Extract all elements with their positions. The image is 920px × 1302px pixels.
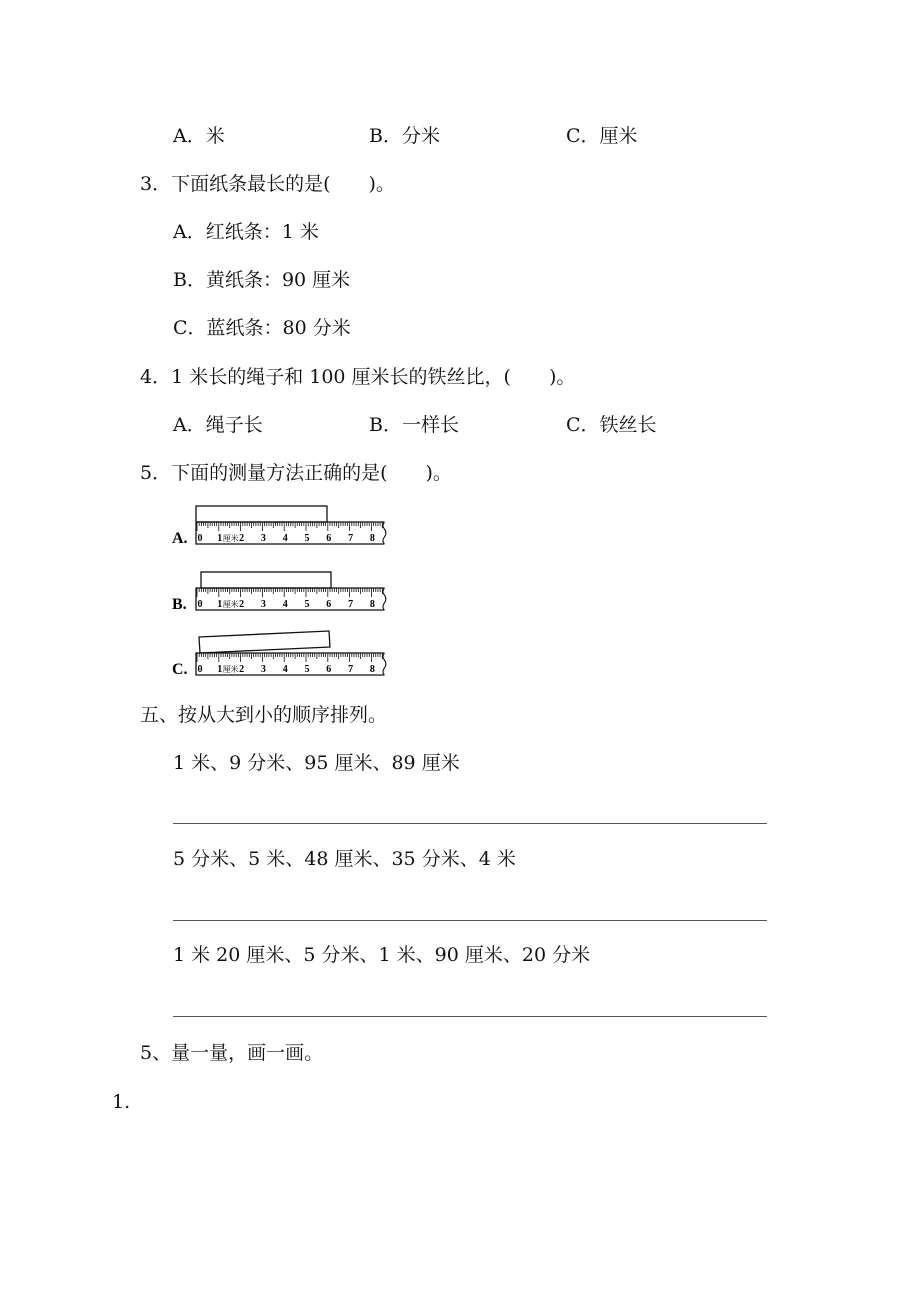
ruler-number: 2 <box>239 599 245 610</box>
ruler-number: 8 <box>369 664 375 675</box>
q4-option-c: C．铁丝长 <box>566 414 657 436</box>
ruler-number: 6 <box>326 533 332 544</box>
ruler-number: 7 <box>348 664 354 675</box>
q3-option-b: B．黄纸条：90 厘米 <box>173 269 351 291</box>
answer-line-3[interactable] <box>173 1016 767 1017</box>
ruler-number: 1 <box>217 599 223 610</box>
ruler-figure-c <box>170 629 402 679</box>
ruler-number: 5 <box>304 664 310 675</box>
ruler-figure-b <box>170 569 402 615</box>
q4-option-b: B．一样长 <box>369 414 459 436</box>
order-item-3: 1 米 20 厘米、5 分米、1 米、90 厘米、20 分米 <box>173 944 591 966</box>
q4-option-a: A．绳子长 <box>173 414 263 436</box>
ruler-number: 3 <box>260 664 266 675</box>
ruler-number: 0 <box>197 664 203 675</box>
ruler-unit: 厘米 <box>222 665 239 674</box>
ruler-number: 7 <box>348 599 354 610</box>
ruler-number: 8 <box>369 533 375 544</box>
ruler-number: 0 <box>197 599 203 610</box>
ruler-broken-end <box>383 653 386 675</box>
q2-option-b: B．分米 <box>369 125 440 147</box>
q3-option-a: A．红纸条：1 米 <box>173 221 319 243</box>
answer-line-2[interactable] <box>173 920 767 921</box>
ruler-broken-end <box>383 522 386 544</box>
ruler-number: 6 <box>326 664 332 675</box>
ruler-number: 6 <box>326 599 332 610</box>
paper-strip <box>196 506 327 522</box>
q5-stem: 5．下面的测量方法正确的是( )。 <box>140 462 452 484</box>
ruler-number: 3 <box>260 533 266 544</box>
q2-option-c: C．厘米 <box>566 125 638 147</box>
ruler-number: 8 <box>369 599 375 610</box>
section-5-title: 五、按从大到小的顺序排列。 <box>140 704 388 726</box>
ruler-number: 2 <box>239 533 245 544</box>
q3-option-c: C．蓝纸条：80 分米 <box>173 317 351 339</box>
ruler-number: 1 <box>217 533 223 544</box>
ruler-number: 7 <box>348 533 354 544</box>
answer-line-1[interactable] <box>173 823 767 824</box>
ruler-number: 4 <box>282 533 288 544</box>
order-item-1: 1 米、9 分米、95 厘米、89 厘米 <box>173 752 460 774</box>
figure-label-c: C. <box>172 661 188 678</box>
q2-option-a: A．米 <box>173 125 225 147</box>
ruler-number: 0 <box>197 533 203 544</box>
ruler <box>196 522 386 544</box>
q3-stem: 3．下面纸条最长的是( )。 <box>140 173 395 195</box>
ruler-unit: 厘米 <box>222 534 239 543</box>
ruler-number: 4 <box>282 599 288 610</box>
ruler <box>196 653 386 675</box>
ruler <box>196 588 386 610</box>
figure-label-b: B. <box>172 596 187 613</box>
section-6-title: 5、量一量，画一画。 <box>140 1042 324 1064</box>
order-item-2: 5 分米、5 米、48 厘米、35 分米、4 米 <box>173 848 516 870</box>
ruler-number: 5 <box>304 599 310 610</box>
paper-strip-tilted <box>199 631 330 653</box>
section-6-item-1: 1. <box>112 1091 131 1113</box>
ruler-figure-a <box>170 503 402 549</box>
ruler-number: 3 <box>260 599 266 610</box>
paper-strip <box>201 572 331 588</box>
ruler-number: 5 <box>304 533 310 544</box>
ruler-broken-end <box>383 588 386 610</box>
q4-stem: 4．1 米长的绳子和 100 厘米长的铁丝比，( )。 <box>140 366 576 388</box>
ruler-unit: 厘米 <box>222 600 239 609</box>
ruler-number: 2 <box>239 664 245 675</box>
ruler-number: 4 <box>282 664 288 675</box>
figure-label-a: A. <box>172 530 188 547</box>
ruler-number: 1 <box>217 664 223 675</box>
